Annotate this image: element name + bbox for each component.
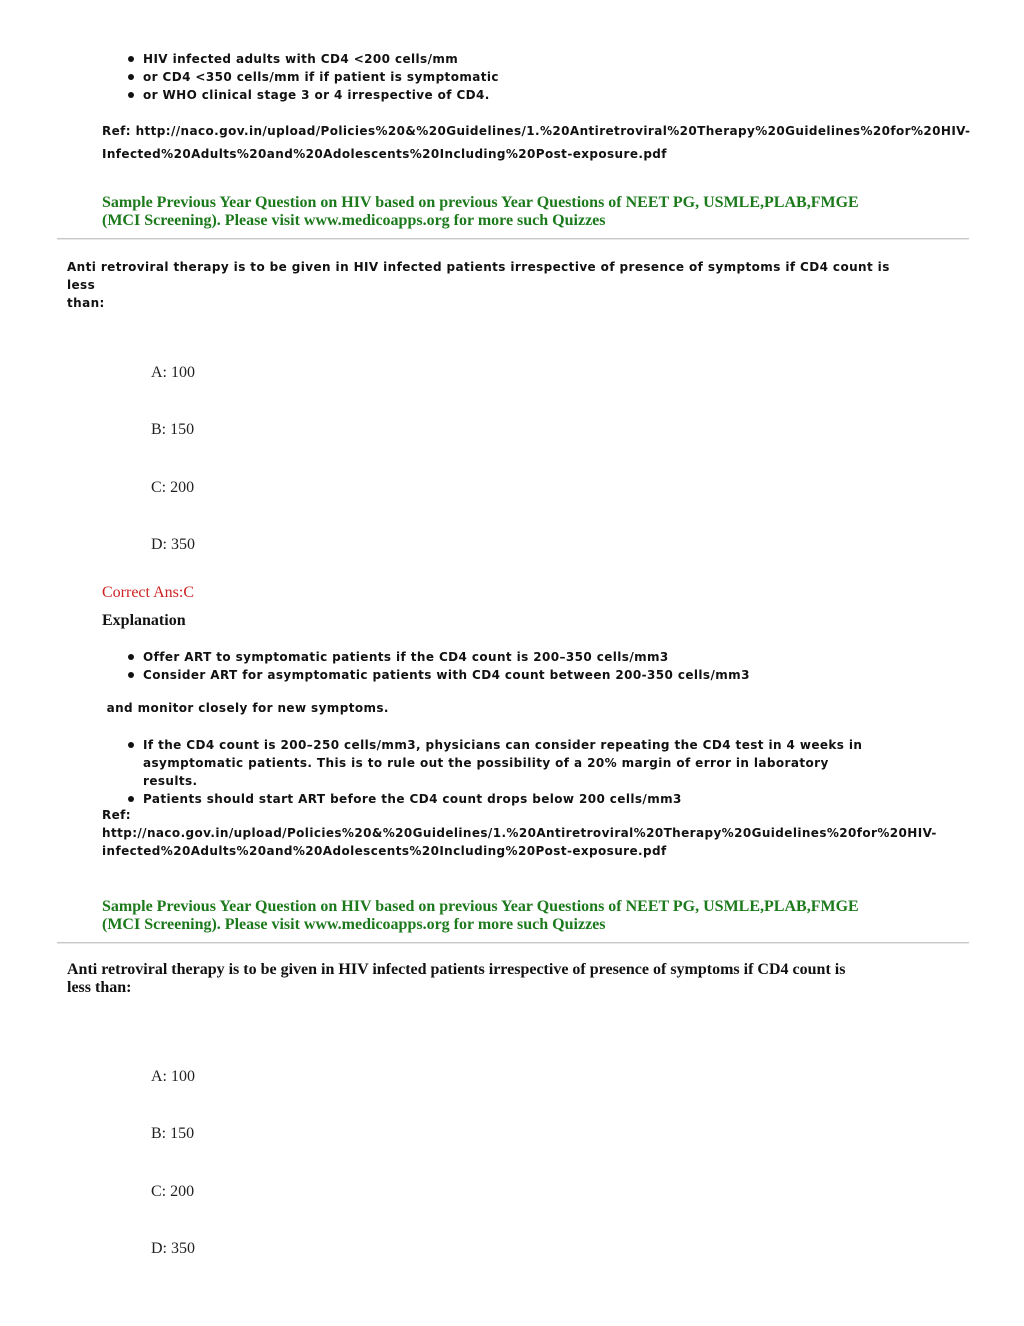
explanation-bullets-b [125,736,865,808]
explanation-bullets-a [125,648,885,684]
reference-link-line[interactable]: Ref: http://naco.gov.in/upload/Policies%20&%20Guidelines/1.%20Antiretroviral%20Therapy%20Guidelines%20for%20HIV- [102,124,971,138]
option-d[interactable]: D: 350 [151,1240,195,1257]
promo-line[interactable]: (MCI Screening). Please visit www.medicoapps.org for more such Quizzes [102,212,606,229]
question-line: less than: [67,979,132,996]
promo-line: Sample Previous Year Question on HIV based on previous Year Questions of NEET PG, USMLE,PLAB,FMGE [102,898,859,915]
reference-link-line[interactable]: http://naco.gov.in/upload/Policies%20&%20Guidelines/1.%20Antiretroviral%20Therapy%20Guidelines%20for%20HIV- [102,826,937,840]
option-c[interactable]: C: 200 [151,479,195,496]
question-line: than: [67,296,105,310]
list-item: Patients should start ART before the CD4 count drops below 200 cells/mm3 [125,790,865,808]
question-text-2 [67,961,897,997]
divider [57,238,969,240]
list-item: If the CD4 count is 200–250 cells/mm3, physicians can consider repeating the CD4 test in 4 weeks in asymptomatic patients. This is to rule out the possibility of a 20% margin of error in laboratory results. [125,736,865,790]
question-text-1 [67,258,897,312]
reference-label: Ref: [102,808,131,822]
option-b[interactable]: B: 150 [151,1125,195,1142]
reference-block-1 [102,120,977,166]
option-b[interactable]: B: 150 [151,421,195,438]
list-item: or CD4 <350 cells/mm if if patient is symptomatic [125,68,499,86]
question-line: Anti retroviral therapy is to be given in HIV infected patients irrespective of presence of symptoms if CD4 count is less [67,260,890,292]
divider [57,942,969,944]
top-bullet-list [125,50,499,104]
reference-link-line[interactable]: Infected%20Adults%20and%20Adolescents%20Including%20Post-exposure.pdf [102,147,667,161]
reference-link-line[interactable]: infected%20Adults%20and%20Adolescents%20Including%20Post-exposure.pdf [102,844,667,858]
reference-block-2 [102,806,982,860]
option-a[interactable]: A: 100 [151,364,195,381]
correct-answer: Correct Ans:C [102,584,194,601]
question-line: Anti retroviral therapy is to be given in HIV infected patients irrespective of presence of symptoms if CD4 count is [67,961,846,978]
option-a[interactable]: A: 100 [151,1068,195,1085]
promo-heading-2 [102,898,902,934]
option-c[interactable]: C: 200 [151,1183,195,1200]
promo-line[interactable]: (MCI Screening). Please visit www.medicoapps.org for more such Quizzes [102,916,606,933]
explanation-title: Explanation [102,612,186,629]
list-item: Consider ART for asymptomatic patients with CD4 count between 200-350 cells/mm3 [125,666,885,684]
promo-line: Sample Previous Year Question on HIV based on previous Year Questions of NEET PG, USMLE,PLAB,FMGE [102,194,859,211]
monitor-text: and monitor closely for new symptoms. [102,701,389,715]
promo-heading-1 [102,194,902,230]
list-item: or WHO clinical stage 3 or 4 irrespective of CD4. [125,86,499,104]
option-d[interactable]: D: 350 [151,536,195,553]
list-item: Offer ART to symptomatic patients if the CD4 count is 200–350 cells/mm3 [125,648,885,666]
list-item: HIV infected adults with CD4 <200 cells/mm [125,50,499,68]
